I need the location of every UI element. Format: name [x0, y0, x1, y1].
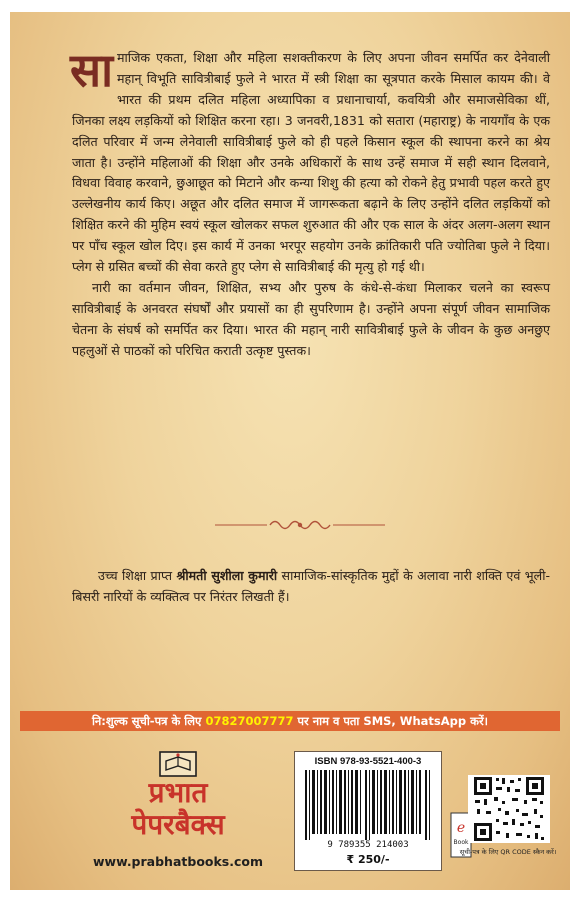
publisher-website: www.prabhatbooks.com	[92, 854, 264, 869]
description-text	[70, 43, 550, 362]
qr-caption: सूची-पत्र के लिए QR CODE स्कैन करें।	[459, 848, 557, 856]
banner-prefix: नि:शुल्क सूची-पत्र के लिए	[91, 714, 206, 728]
qr-code-box	[468, 775, 550, 843]
price: ₹ 250/-	[346, 853, 390, 866]
svg-text:Book: Book	[453, 839, 469, 846]
catalogue-banner	[20, 711, 560, 731]
author-bio-prefix: उच्च शिक्षा प्राप्त	[98, 567, 177, 583]
publisher-logo	[78, 750, 278, 850]
author-name: श्रीमती सुशीला कुमारी	[176, 567, 278, 583]
ornament-divider-icon	[215, 516, 385, 534]
publisher-name-line1: प्रभात	[148, 776, 208, 809]
description-paragraph-1	[70, 43, 550, 278]
isbn-barcode-box	[294, 751, 442, 871]
isbn-label: ISBN 978-93-5521-400-3	[314, 756, 422, 767]
banner-suffix: पर नाम व पता SMS, WhatsApp करें।	[293, 714, 489, 728]
svg-text:e: e	[456, 820, 466, 836]
dropcap: सा	[70, 43, 114, 97]
banner-phone: 07827007777	[205, 714, 294, 728]
qr-code-icon	[472, 775, 546, 843]
book-lamp-icon	[158, 750, 198, 778]
paragraph-1-text: माजिक एकता, शिक्षा और महिला सशक्तीकरण के लिए अपना जीवन समर्पित कर देनेवाली महान् विभूति सावित्रीबाई फुले ने भारत में स्त्री शिक्षा का सूत्रपात करके मिसाल कायम की। वे भारत की प्रथम दलित महिला अध्यापिका व प्रधानाचार्या, कवयित्री और समाजसेविका थीं, जिनका लक्ष्य लड़कियों को शिक्षित करना रहा। 3 जनवरी,1831 को सतारा (महाराष्ट्र) के नायगाँव के एक दलित परिवार में जन्म लेनेवाली सावित्रीबाई फुले को ही पहले किसान स्कूल की स्थापना करने का श्रेय जाता है। उन्होंने महिलाओं की शिक्षा और उनके अधिकारों के साथ उन्हें समाज में सही स्थान दिलवाने, विधवा विवाह करवाने, छुआछूत को मिटाने और कन्या शिशु की हत्या को रोकने हेतु प्रभावी पहल करते हुए उल्लेखनीय कार्य किए। अछूत और दलित समाज में जागरूकता बढ़ाने के लिए उन्होंने दलित लड़कियों को शिक्षित करने की मुहिम स्वयं स्कूल खोलकर सफल शुरुआत की और एक साल के अंदर अलग-अलग स्थान पर पाँच स्कूल खोल दिए। इस कार्य में उनका भरपूर सहयोग उनके क्रांतिकारी पति ज्योतिबा फुले ने दिया। प्लेग से ग्रसित बच्चों की सेवा करते हुए प्लेग से सावित्रीबाई की मृत्यु हो गई थी।	[72, 50, 550, 275]
author-bio	[72, 565, 550, 607]
publisher-name-line2: पेपरबैक्स	[131, 808, 225, 841]
barcode-icon	[303, 770, 433, 840]
book-back-cover	[10, 12, 570, 890]
author-bio-suffix: सामाजिक-सांस्कृतिक मुद्दों के अलावा नारी शक्ति एवं भूली-बिसरी नारियों के व्यक्तित्व पर निरंतर लिखती हैं।	[72, 567, 550, 604]
barcode-number: 9 789355 214003	[327, 840, 409, 850]
description-paragraph-2: नारी का वर्तमान जीवन, शिक्षित, सभ्य और पुरुष के कंधे-से-कंधा मिलाकर चलने का स्वरूप सावित्रीबाई के अनवरत संघर्षों और प्रयासों का ही सुपरिणाम है। उन्होंने अपना संपूर्ण जीवन सामाजिक चेतना के संघर्ष को समर्पित कर दिया। भारत की महान् नारी सावित्रीबाई फुले के जीवन के कुछ अनछुए पहलुओं से पाठकों को परिचित कराती उत्कृष्ट पुस्तक।	[72, 279, 550, 358]
